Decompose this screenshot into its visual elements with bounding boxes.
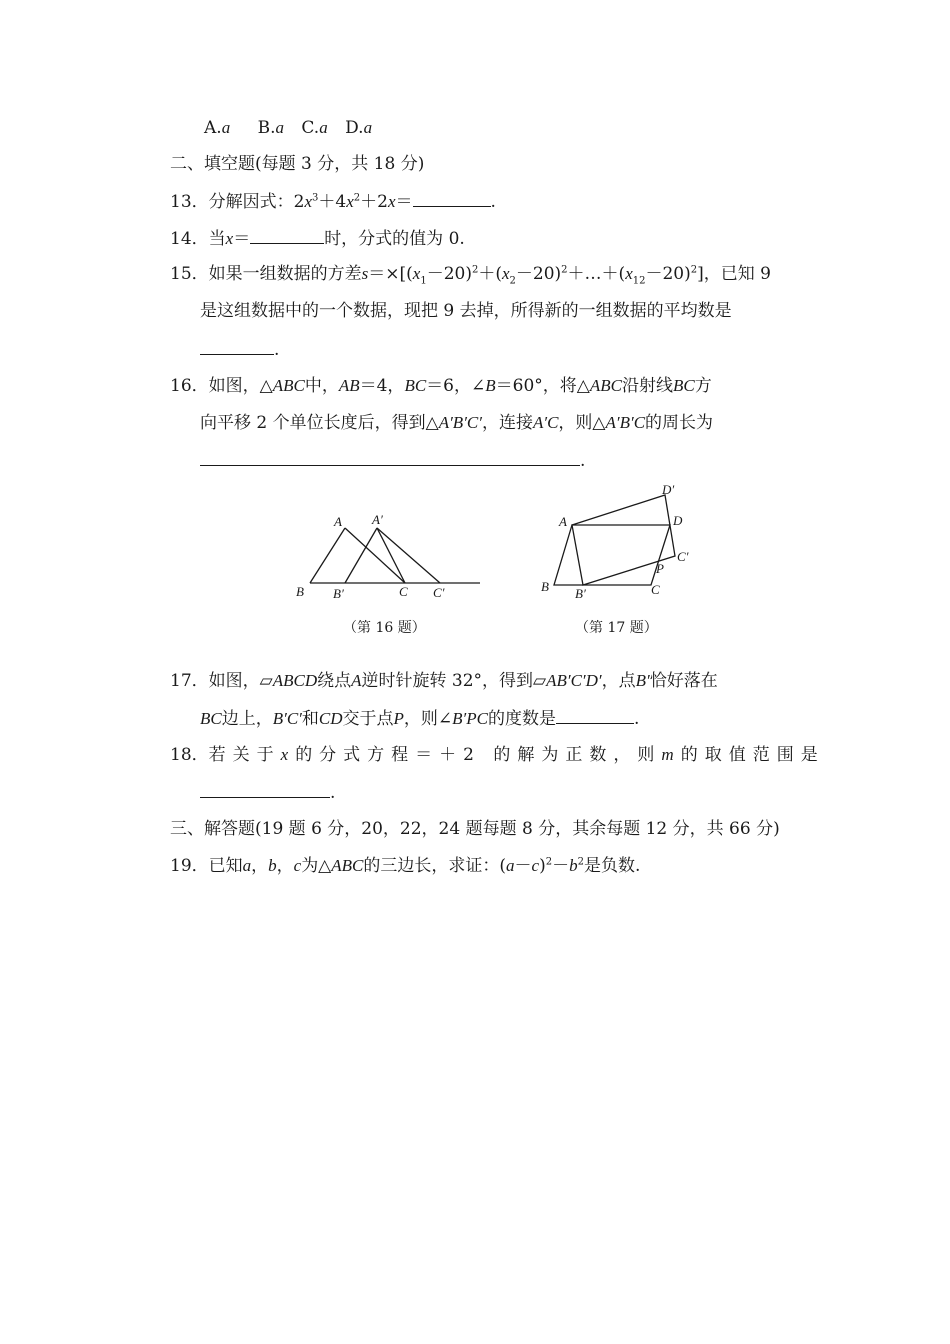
option-b-label: B. [257, 118, 276, 138]
q19-num: 19． [170, 856, 209, 876]
q14-text-c: 时，分式的值为 0. [324, 229, 465, 249]
q15-l1-f: ＋…＋( [567, 264, 626, 284]
q17-bc: BC [200, 709, 222, 728]
fig16-apcp [377, 528, 440, 583]
q17-l1-c: 逆时针旋转 32°，得到▱ [361, 671, 547, 691]
q15-l1-d: ＋( [478, 264, 502, 284]
fig17-label-a: A [559, 514, 567, 529]
q16-abc: ABC [272, 376, 305, 395]
q16-l1-d: ＝6，∠ [426, 376, 486, 396]
section2-title: 二、填空题(每题 3 分，共 18 分) [170, 154, 425, 174]
q13-x3: x [387, 192, 396, 211]
q16-line1 [170, 375, 712, 397]
q13-text-b: ＋4 [318, 192, 347, 212]
q13-answer-blank[interactable] [413, 190, 491, 207]
q15-x2: x [501, 264, 510, 283]
option-a-label: A. [204, 118, 222, 138]
q19-sq1: 2 [545, 856, 553, 868]
q18-l1-b: 的分式方程＝＋2 的解为正数，则 [295, 745, 662, 765]
q16-answer-blank[interactable] [200, 449, 580, 466]
q16-apbpcp: A′B′C′ [438, 413, 482, 432]
fig16-apbp [345, 528, 377, 583]
q13-x1: x [304, 192, 313, 211]
q16-ab: AB [338, 376, 360, 395]
q19 [170, 855, 640, 877]
q15-end: . [274, 340, 280, 360]
q17-l2-b: 和 [301, 709, 319, 729]
fig16-label-ap: A′ [372, 512, 383, 527]
option-c-value: a [319, 118, 328, 137]
fig17-label-bp: B′ [575, 586, 586, 601]
q17-l2-d: ，则∠ [403, 709, 453, 729]
q13-x2: x [346, 192, 354, 211]
q14 [170, 227, 465, 250]
q16-num: 16． [170, 376, 209, 396]
q19-sep1: ， [251, 856, 269, 876]
q15-l1-e: －20) [515, 264, 562, 284]
q19-close: ) [539, 856, 546, 876]
q15-sub2: 2 [509, 275, 516, 287]
fig16-label-a: A [334, 514, 342, 529]
q19-minus2: － [552, 856, 570, 876]
q16-bc2: BC [672, 376, 695, 395]
q18-m: m [661, 745, 681, 764]
q19-text-d: 是负数. [583, 856, 641, 876]
q17-l1-b: 绕点 [317, 671, 352, 691]
q15-sq3: 2 [690, 264, 698, 276]
q18-l1-c: 的取值范围是 [680, 745, 825, 765]
q13-text-a: 分解因式：2 [208, 192, 305, 212]
q15-s: s [361, 264, 369, 283]
q19-text-a: 已知 [208, 856, 243, 876]
q15-x1: x [412, 264, 421, 283]
q17-bp: B′ [635, 671, 650, 690]
q16-l1-f: 沿射线 [621, 376, 673, 396]
option-d-value: a [363, 118, 373, 137]
q14-text-b: ＝ [233, 229, 251, 249]
q13-text-d: ＝ [395, 192, 413, 212]
q15-l1-h: ]，已知 9 [697, 264, 771, 284]
q15-l1-g: －20) [645, 264, 691, 284]
q15-line3 [200, 338, 279, 361]
q17-num: 17． [170, 671, 209, 691]
q19-b2: b [569, 856, 578, 875]
q16-apc: A′C [532, 413, 559, 432]
q15-l1-a: 如果一组数据的方差 [208, 264, 362, 284]
q18-end: . [330, 783, 336, 803]
fig16-ab [310, 528, 345, 583]
q17-l1-e: 恰好落在 [649, 671, 718, 691]
q15-sub12: 12 [632, 275, 646, 287]
q18-num: 18． [170, 745, 209, 765]
q16-end: . [580, 451, 586, 471]
q19-sep2: ， [276, 856, 294, 876]
q15-l1-c: －20) [426, 264, 472, 284]
q14-answer-blank[interactable] [250, 227, 324, 244]
q17-abcd: ABCD [272, 671, 318, 690]
q19-sq2: 2 [577, 856, 584, 868]
q14-x: x [225, 229, 234, 248]
fig17-caption: （第 17 题） [575, 620, 658, 636]
q16-l1-a: 如图，△ [208, 376, 273, 396]
fig17-label-dp: D′ [662, 482, 675, 497]
q13-end: . [490, 192, 496, 212]
q15-line2: 是这组数据中的一个数据，现把 9 去掉，所得新的一组数据的平均数是 [200, 301, 732, 321]
q16-b: B [485, 376, 496, 395]
q18-x: x [280, 745, 296, 764]
q14-num: 14． [170, 229, 209, 249]
q17-l1-a: 如图，▱ [208, 671, 273, 691]
fig16-apc [377, 528, 405, 583]
q19-minus: － [514, 856, 532, 876]
q15-x12: x [625, 264, 633, 283]
q17-end: . [634, 709, 640, 729]
q15-num: 15． [170, 264, 209, 284]
q17-l1-d: ，点 [601, 671, 636, 691]
fig17-label-d: D [673, 513, 683, 528]
q13-exp2: 2 [353, 192, 361, 204]
fig16-label-c: C [399, 584, 408, 599]
q19-c: c [293, 856, 302, 875]
q19-a: a [242, 856, 252, 875]
q19-c2: c [531, 856, 540, 875]
q15-sq2: 2 [561, 264, 568, 276]
q17-line1 [170, 670, 718, 692]
q19-a2: a [506, 856, 515, 875]
fig17-label-c: C [651, 582, 660, 597]
option-b-value: a [275, 118, 284, 137]
q12-options [204, 117, 372, 139]
q17-bpcp: B′C′ [272, 709, 302, 728]
q17-l2-a: 边上， [221, 709, 273, 729]
q13-num: 13． [170, 192, 209, 212]
fig16-caption: （第 16 题） [343, 620, 426, 636]
q15-answer-blank[interactable] [200, 338, 274, 355]
q15-sub1: 1 [420, 275, 427, 287]
q17-a: A [351, 671, 362, 690]
q16-l1-b: 中， [304, 376, 339, 396]
q16-l1-c: ＝4， [359, 376, 405, 396]
q14-text-a: 当 [208, 229, 226, 249]
fig16-ac [345, 528, 405, 583]
q16-l2-b: ，连接 [481, 413, 533, 433]
fig16-label-b: B [296, 584, 304, 599]
q15-l1-b: ＝×[( [368, 264, 413, 284]
section3-title: 三、解答题(19 题 6 分，20，22，24 题每题 8 分，其余每题 12 分，共 66 分) [170, 819, 780, 839]
figure-16 [290, 508, 490, 608]
q19-text-b: 为△ [301, 856, 332, 876]
q18-answer-blank[interactable] [200, 781, 330, 798]
q19-abc: ABC [331, 856, 364, 875]
q17-l2-c: 交于点 [342, 709, 394, 729]
q18-line1 [170, 744, 825, 766]
q16-l2-a: 向平移 2 个单位长度后，得到△ [200, 413, 439, 433]
q15-line1 [170, 263, 771, 285]
q18-line2 [200, 781, 335, 804]
q16-l2-d: 的周长为 [645, 413, 714, 433]
q17-answer-blank[interactable] [556, 707, 634, 724]
figure-17 [535, 480, 705, 605]
fig17-label-b: B [541, 579, 549, 594]
q16-line3 [200, 449, 585, 472]
q16-l1-e: ＝60°，将△ [495, 376, 590, 396]
q16-bc: BC [404, 376, 427, 395]
q13 [170, 190, 496, 213]
q17-line2 [200, 707, 639, 730]
q17-cd: CD [318, 709, 343, 728]
q17-bppc: B′PC [452, 709, 488, 728]
q16-apbpc: A′B′C [605, 413, 646, 432]
q16-l2-c: ，则△ [558, 413, 606, 433]
q16-line2 [200, 412, 713, 434]
option-c-label: C. [301, 118, 320, 138]
q16-l1-g: 方 [694, 376, 712, 396]
option-a-value: a [221, 118, 231, 137]
q15-sq1: 2 [471, 264, 479, 276]
fig16-label-cp: C′ [433, 585, 445, 600]
fig17-label-cp: C′ [677, 549, 689, 564]
option-d-label: D. [345, 118, 364, 138]
q17-abcdp: AB′C′D′ [546, 671, 602, 690]
q19-b: b [268, 856, 277, 875]
q16-abc2: ABC [589, 376, 622, 395]
q17-p: P [393, 709, 404, 728]
fig16-label-bp: B′ [333, 586, 344, 601]
fig17-label-p: P [656, 561, 664, 576]
q17-l2-e: 的度数是 [488, 709, 556, 729]
q13-text-c: ＋2 [360, 192, 388, 212]
q18-l1-a: 若关于 [208, 745, 281, 765]
q13-exp3: 3 [312, 192, 319, 204]
q19-text-c: 的三边长，求证：( [363, 856, 507, 876]
